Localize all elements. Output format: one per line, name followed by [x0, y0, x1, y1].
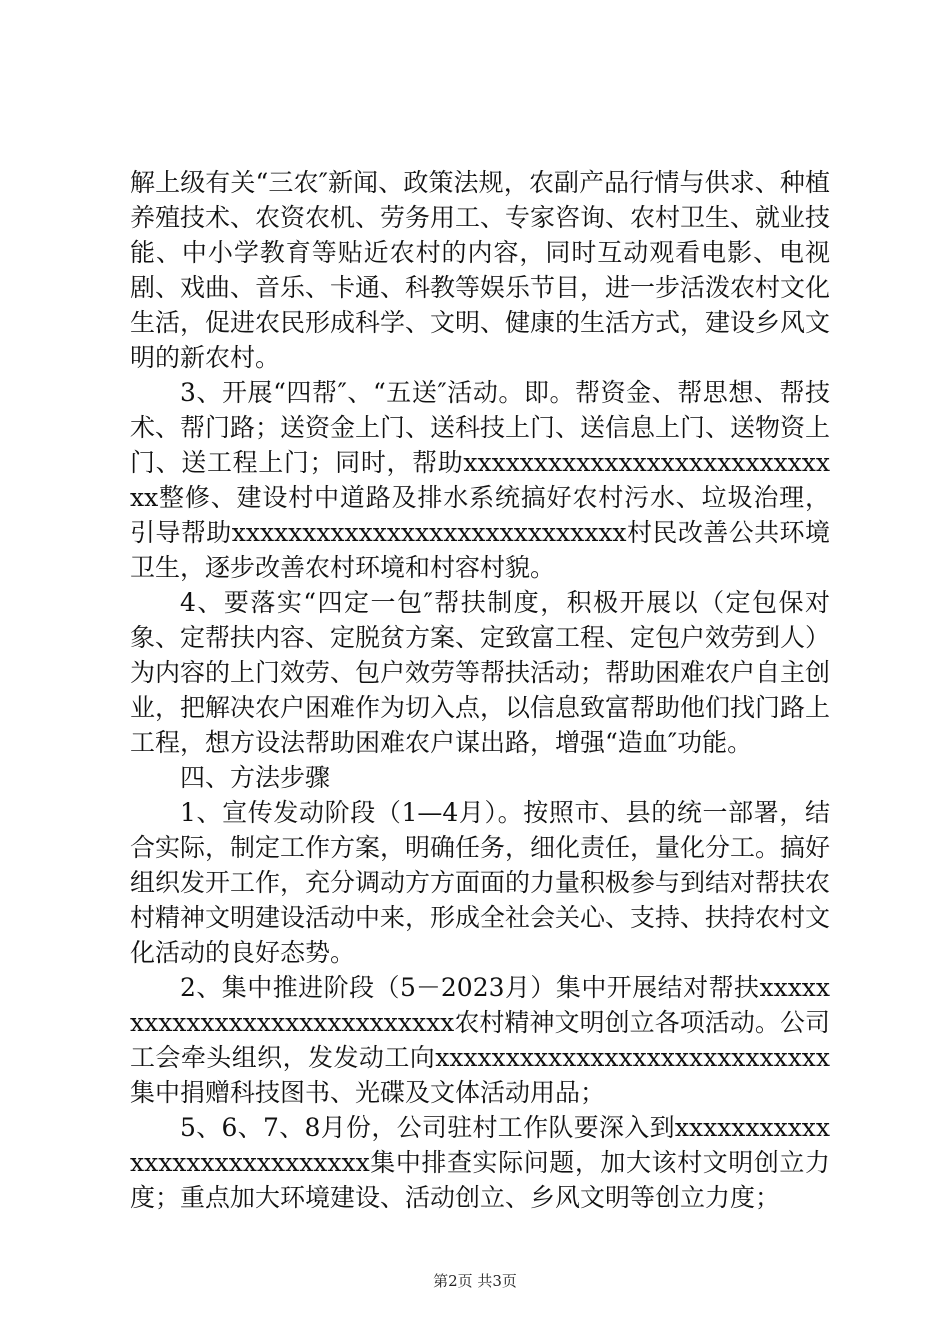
paragraph-step-1: 1、宣传发动阶段（1—4月）。按照市、县的统一部署，结合实际，制定工作方案，明确任务，细化责任，量化分工。搞好组织发开工作，充分调动方方面面的力量积极参与到结对帮扶农村精神文明建设活动中来，形成全社会关心、支持、扶持农村文化活动的良好态势。 [130, 798, 831, 967]
section-heading-methods: 四、方法步骤 [180, 763, 331, 792]
paragraph-item-4: 4、要落实“四定一包″帮扶制度，积极开展以（定包保对象、定帮扶内容、定脱贫方案、定致富工程、定包户效劳到人）为内容的上门效劳、包户效劳等帮扶活动；帮助困难农户自主创业，把解决农户困难作为切入点，以信息致富帮助他们找门路上工程，想方设法帮助困难农户谋出路，增强“造血″功能。 [130, 588, 831, 757]
paragraph-intro-continuation: 解上级有关“三农″新闻、政策法规，农副产品行情与供求、种植养殖技术、农资农机、劳务用工、专家咨询、农村卫生、就业技能、中小学教育等贴近农村的内容，同时互动观看电影、电视剧、戏曲、音乐、卡通、科教等娱乐节目，进一步活泼农村文化生活，促进农民形成科学、文明、健康的生活方式，建设乡风文明的新农村。 [130, 168, 831, 372]
document-body [130, 165, 830, 1215]
paragraph-step-2: 2、集中推进阶段（5－2023月）集中开展结对帮扶xxxxxxxxxxxxxxxxxxxxxxxxxxxx农村精神文明创立各项活动。公司工会牵头组织，发发动工向xxxxxxxxxxxxxxxxxxxxxxxxxxxx集中捐赠科技图书、光碟及文体活动用品； [130, 973, 830, 1107]
paragraph-step-2-months: 5、6、7、8月份，公司驻村工作队要深入到xxxxxxxxxxxxxxxxxxxxxxxxxxxx集中排查实际问题，加大该村文明创立力度；重点加大环境建设、活动创立、乡风文明等创立力度； [130, 1113, 830, 1212]
paragraph-item-3: 3、开展“四帮″、“五送″活动。即。帮资金、帮思想、帮技术、帮门路；送资金上门、送科技上门、送信息上门、送物资上门、送工程上门；同时，帮助xxxxxxxxxxxxxxxxxxxxxxxxxxxx整修、建设村中道路及排水系统搞好农村污水、垃圾治理，引导帮助xxxxxxxxxxxxxxxxxxxxxxxxxxxx村民改善公共环境卫生，逐步改善农村环境和村容村貌。 [130, 378, 831, 582]
page-number-footer: 第2页 共3页 [433, 1272, 517, 1290]
